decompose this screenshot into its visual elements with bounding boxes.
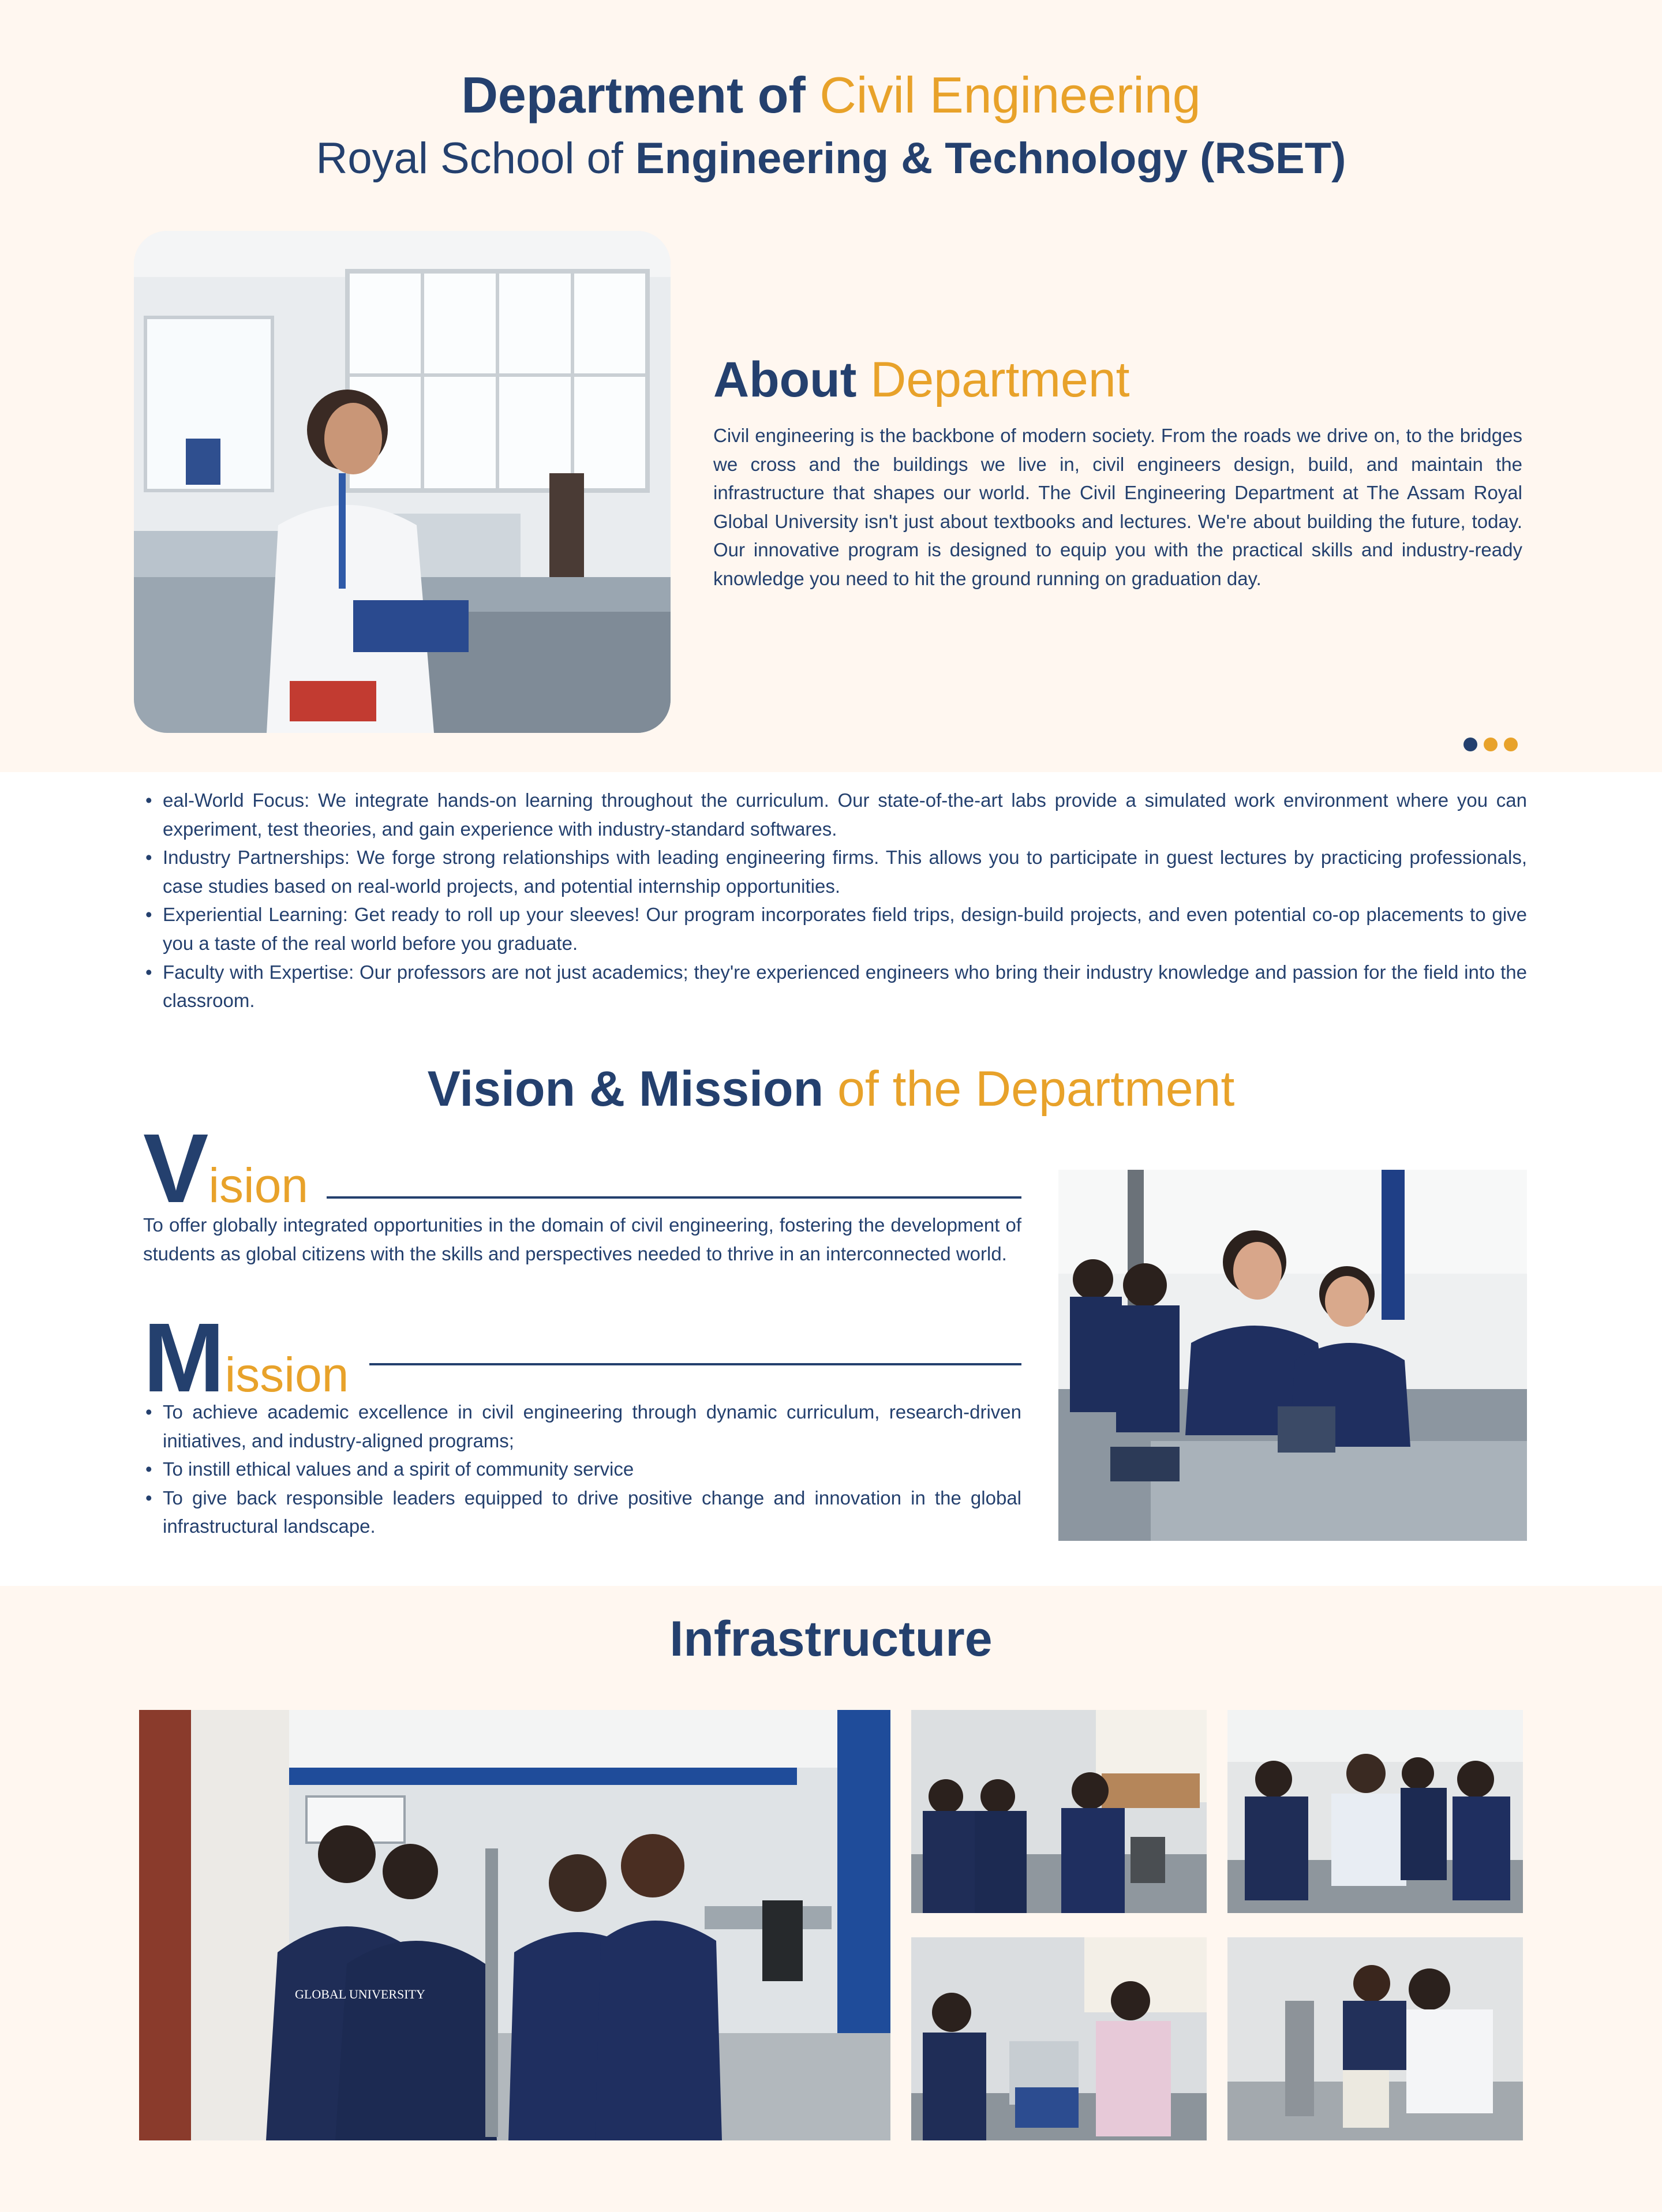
infrastructure-photo-4 — [911, 1937, 1207, 2140]
about-description: Civil engineering is the backbone of modern society. From the roads we drive on, to the bridges we cross and the buildings we live in, civil engineers design, build, and maintain the infrastructure that shapes our world. The Civil Engineering Department at The Assam Royal Global University isn't just about textbooks and lectures. We're about building the future, today. Our innovative program is designed to equip you with the practical skills and industry-ready knowledge you need to hit the ground running on graduation day. — [713, 425, 1522, 589]
about-title-part2: Department — [870, 352, 1130, 407]
highlight-item: • Industry Partnerships: We forge strong relationships with leading engineering firms. This allows you to participate in guest lectures by practicing professionals, case studies based on real-world projects, and potential internship opportunities. — [143, 843, 1527, 900]
vision-students-photo — [1058, 1170, 1527, 1541]
carousel-dots[interactable] — [1463, 738, 1524, 753]
mission-initial: M — [143, 1303, 225, 1413]
infrastructure-photo-3 — [1227, 1710, 1523, 1913]
page-subtitle-part2: Engineering & Technology (RSET) — [635, 134, 1346, 183]
mission-item: • To achieve academic excellence in civil engineering through dynamic curriculum, research-driven initiatives, and industry-aligned programs; — [143, 1398, 1021, 1455]
vision-mission-title-part1: Vision & Mission — [427, 1061, 824, 1117]
infrastructure-photo-2 — [911, 1710, 1207, 1913]
mission-divider — [369, 1363, 1021, 1365]
mission-heading — [143, 1303, 349, 1413]
vision-mission-title-part2: of the Department — [837, 1061, 1235, 1117]
about-title — [713, 345, 1130, 414]
vision-heading-rest: ision — [208, 1158, 309, 1212]
page-title-part2: Civil Engineering — [819, 66, 1201, 123]
highlight-item: • eal-World Focus: We integrate hands-on learning throughout the curriculum. Our state-of-the-art labs provide a simulated work environment where you can experiment, test theories, and gain experience with industry-standard softwares. — [143, 786, 1527, 843]
page-subtitle — [0, 124, 1662, 193]
mission-item: • To instill ethical values and a spirit of community service — [143, 1455, 1021, 1484]
page-title — [0, 58, 1662, 133]
highlight-item: • Faculty with Expertise: Our professors are not just academics; they're experienced engineers who bring their industry knowledge and passion for the field into the classroom. — [143, 958, 1527, 1015]
vision-text: To offer globally integrated opportunities in the domain of civil engineering, fostering the development of students as global citizens with the skills and perspectives needed to thrive in an interconnected world. — [143, 1214, 1021, 1264]
mission-item: • To give back responsible leaders equipped to drive positive change and innovation in the global infrastructural landscape. — [143, 1484, 1021, 1541]
carousel-dot-1[interactable] — [1463, 738, 1477, 751]
vision-divider — [327, 1196, 1021, 1199]
carousel-dot-3[interactable] — [1504, 738, 1518, 751]
carousel-dot-2[interactable] — [1484, 738, 1498, 751]
infrastructure-banner-text: GLOBAL UNIVERSITY — [295, 1987, 425, 2001]
vision-initial: V — [143, 1114, 209, 1223]
highlight-item: • Experiential Learning: Get ready to roll up your sleeves! Our program incorporates field trips, design-build projects, and even potential co-op placements to give you a taste of the real world before you graduate. — [143, 900, 1527, 957]
vision-heading — [143, 1114, 309, 1223]
about-lab-photo — [134, 231, 671, 733]
infrastructure-photo-main — [139, 1710, 890, 2140]
infrastructure-photo-5 — [1227, 1937, 1523, 2140]
page-subtitle-part1: Royal School of — [316, 134, 623, 183]
mission-heading-rest: ission — [224, 1348, 349, 1402]
vision-mission-title — [0, 1051, 1662, 1126]
page-title-part1: Department of — [461, 66, 806, 123]
about-title-part1: About — [713, 352, 857, 407]
infrastructure-title: Infrastructure — [669, 1611, 993, 1667]
mission-list — [143, 1398, 1021, 1541]
highlights-list — [143, 786, 1527, 1015]
